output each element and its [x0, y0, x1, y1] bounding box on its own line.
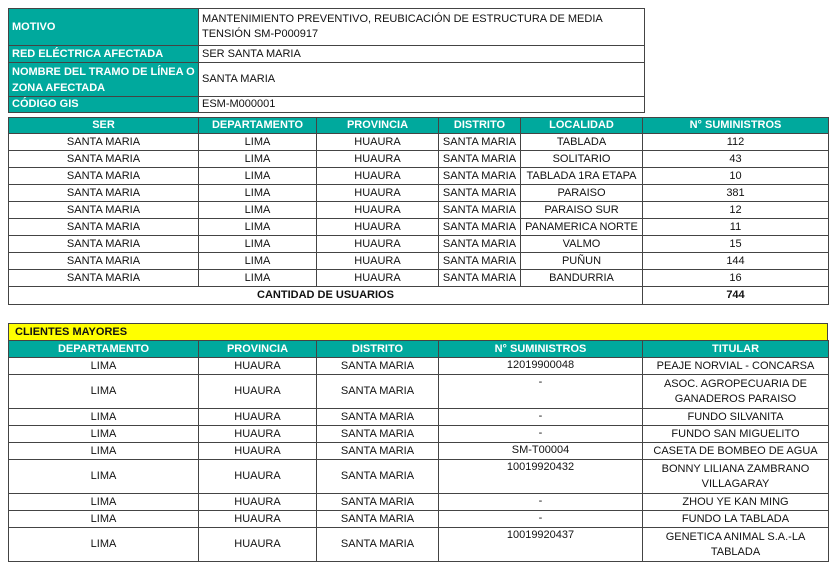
column-header: PROVINCIA: [199, 341, 317, 358]
table-row: [9, 528, 829, 562]
table-cell: TABLADA: [521, 134, 643, 151]
table-cell: HUAURA: [317, 134, 439, 151]
table-cell: SANTA MARIA: [439, 185, 521, 202]
table-row: [9, 426, 829, 443]
table-cell: SANTA MARIA: [317, 494, 439, 511]
table-row: [9, 460, 829, 494]
table-cell: 11: [643, 219, 829, 236]
table-cell: HUAURA: [199, 511, 317, 528]
table-cell: FUNDO SILVANITA: [643, 409, 829, 426]
table-cell: -: [439, 375, 643, 409]
table-cell: 10: [643, 168, 829, 185]
table-row: [9, 409, 829, 426]
table-cell: LIMA: [9, 460, 199, 494]
table-cell: 16: [643, 270, 829, 287]
motivo-value: MANTENIMIENTO PREVENTIVO, REUBICACIÓN DE ESTRUCTURA DE MEDIA TENSIÓN SM-P000917: [199, 9, 645, 46]
table-cell: HUAURA: [199, 494, 317, 511]
table-cell: SANTA MARIA: [9, 134, 199, 151]
gis-value: ESM-M000001: [199, 97, 645, 113]
gis-label: CÓDIGO GIS: [9, 97, 199, 113]
table-row: [9, 134, 829, 151]
table-row: [9, 511, 829, 528]
table-cell: HUAURA: [199, 426, 317, 443]
total-value: 744: [643, 287, 829, 305]
table-cell: SANTA MARIA: [317, 528, 439, 562]
table-cell: 15: [643, 236, 829, 253]
table-cell: HUAURA: [317, 236, 439, 253]
info-table: [8, 8, 645, 113]
table-cell: SANTA MARIA: [317, 358, 439, 375]
table-row: [9, 236, 829, 253]
table-cell: LIMA: [9, 375, 199, 409]
table-cell: SANTA MARIA: [439, 168, 521, 185]
tramo-label: NOMBRE DEL TRAMO DE LÍNEA O ZONA AFECTADA: [9, 63, 199, 97]
table-cell: SANTA MARIA: [439, 253, 521, 270]
clientes-table: [8, 340, 829, 562]
table-cell: SOLITARIO: [521, 151, 643, 168]
table-cell: LIMA: [9, 528, 199, 562]
table-cell: SANTA MARIA: [317, 511, 439, 528]
table-row: [9, 185, 829, 202]
table-cell: SANTA MARIA: [9, 270, 199, 287]
table-cell: HUAURA: [317, 270, 439, 287]
table-cell: HUAURA: [317, 151, 439, 168]
column-header: PROVINCIA: [317, 118, 439, 134]
table-cell: HUAURA: [317, 219, 439, 236]
table-cell: FUNDO LA TABLADA: [643, 511, 829, 528]
total-row: [9, 287, 829, 305]
table-cell: LIMA: [199, 202, 317, 219]
table-cell: HUAURA: [199, 358, 317, 375]
red-label: RED ELÉCTRICA AFECTADA: [9, 46, 199, 63]
tramo-value: SANTA MARIA: [199, 63, 645, 97]
column-header: TITULAR: [643, 341, 829, 358]
table-cell: ASOC. AGROPECUARIA DE GANADEROS PARAISO: [643, 375, 829, 409]
table-cell: PARAISO: [521, 185, 643, 202]
clientes-header-row: [9, 341, 829, 358]
table-cell: SANTA MARIA: [9, 202, 199, 219]
table-cell: PUÑUN: [521, 253, 643, 270]
table-cell: 381: [643, 185, 829, 202]
table-row: [9, 219, 829, 236]
table-row: [9, 151, 829, 168]
table-cell: LIMA: [199, 151, 317, 168]
table-cell: 10019920437: [439, 528, 643, 562]
table-cell: HUAURA: [199, 460, 317, 494]
table-cell: SANTA MARIA: [439, 270, 521, 287]
table-cell: SANTA MARIA: [439, 202, 521, 219]
table-row: [9, 253, 829, 270]
table-cell: LIMA: [199, 253, 317, 270]
table-cell: HUAURA: [199, 375, 317, 409]
table-cell: HUAURA: [199, 443, 317, 460]
table-cell: SANTA MARIA: [439, 134, 521, 151]
table-cell: HUAURA: [317, 253, 439, 270]
table-cell: SANTA MARIA: [9, 168, 199, 185]
table-row: [9, 358, 829, 375]
column-header: DEPARTAMENTO: [199, 118, 317, 134]
table-row: [9, 494, 829, 511]
table-cell: SANTA MARIA: [317, 460, 439, 494]
table-cell: SANTA MARIA: [9, 253, 199, 270]
table-cell: GENETICA ANIMAL S.A.-LA TABLADA: [643, 528, 829, 562]
table-cell: HUAURA: [199, 409, 317, 426]
table-cell: SANTA MARIA: [317, 409, 439, 426]
table-cell: LIMA: [9, 358, 199, 375]
table-cell: CASETA DE BOMBEO DE AGUA: [643, 443, 829, 460]
column-header: DEPARTAMENTO: [9, 341, 199, 358]
table-cell: SANTA MARIA: [9, 236, 199, 253]
table-cell: LIMA: [199, 219, 317, 236]
table-cell: LIMA: [199, 270, 317, 287]
table-cell: SANTA MARIA: [9, 185, 199, 202]
column-header: N° SUMINISTROS: [643, 118, 829, 134]
table-cell: HUAURA: [199, 528, 317, 562]
table-cell: LIMA: [9, 494, 199, 511]
table-cell: -: [439, 494, 643, 511]
table-cell: LIMA: [9, 443, 199, 460]
column-header: SER: [9, 118, 199, 134]
table-cell: 10019920432: [439, 460, 643, 494]
table-cell: -: [439, 426, 643, 443]
table-cell: ZHOU YE KAN MING: [643, 494, 829, 511]
table-cell: VALMO: [521, 236, 643, 253]
table-cell: TABLADA 1RA ETAPA: [521, 168, 643, 185]
table-cell: LIMA: [9, 426, 199, 443]
table-cell: HUAURA: [317, 168, 439, 185]
column-header: DISTRITO: [317, 341, 439, 358]
table-cell: PANAMERICA NORTE: [521, 219, 643, 236]
usuarios-table: [8, 117, 829, 305]
table-cell: LIMA: [9, 409, 199, 426]
table-cell: LIMA: [199, 168, 317, 185]
column-header: N° SUMINISTROS: [439, 341, 643, 358]
table-cell: SANTA MARIA: [317, 375, 439, 409]
table-cell: SANTA MARIA: [9, 219, 199, 236]
table-cell: -: [439, 511, 643, 528]
table-cell: LIMA: [9, 511, 199, 528]
table-cell: HUAURA: [317, 185, 439, 202]
table-cell: 144: [643, 253, 829, 270]
table-cell: HUAURA: [317, 202, 439, 219]
table-cell: FUNDO SAN MIGUELITO: [643, 426, 829, 443]
table-cell: SANTA MARIA: [439, 236, 521, 253]
table-cell: -: [439, 409, 643, 426]
table-cell: 12: [643, 202, 829, 219]
table-cell: SANTA MARIA: [317, 426, 439, 443]
motivo-label: MOTIVO: [9, 9, 199, 46]
total-label: CANTIDAD DE USUARIOS: [9, 287, 643, 305]
table-cell: 43: [643, 151, 829, 168]
table-cell: SANTA MARIA: [439, 219, 521, 236]
table-cell: PARAISO SUR: [521, 202, 643, 219]
usuarios-header-row: [9, 118, 829, 134]
table-cell: LIMA: [199, 185, 317, 202]
table-cell: BONNY LILIANA ZAMBRANO VILLAGARAY: [643, 460, 829, 494]
column-header: DISTRITO: [439, 118, 521, 134]
table-row: [9, 168, 829, 185]
table-cell: SANTA MARIA: [439, 151, 521, 168]
table-row: [9, 443, 829, 460]
table-cell: LIMA: [199, 134, 317, 151]
table-row: [9, 270, 829, 287]
table-cell: PEAJE NORVIAL - CONCARSA: [643, 358, 829, 375]
table-cell: 112: [643, 134, 829, 151]
table-cell: SM-T00004: [439, 443, 643, 460]
red-value: SER SANTA MARIA: [199, 46, 645, 63]
table-row: [9, 202, 829, 219]
table-cell: 12019900048: [439, 358, 643, 375]
clientes-mayores-title: CLIENTES MAYORES: [8, 323, 828, 341]
table-cell: LIMA: [199, 236, 317, 253]
table-cell: BANDURRIA: [521, 270, 643, 287]
column-header: LOCALIDAD: [521, 118, 643, 134]
table-row: [9, 375, 829, 409]
table-cell: SANTA MARIA: [9, 151, 199, 168]
table-cell: SANTA MARIA: [317, 443, 439, 460]
